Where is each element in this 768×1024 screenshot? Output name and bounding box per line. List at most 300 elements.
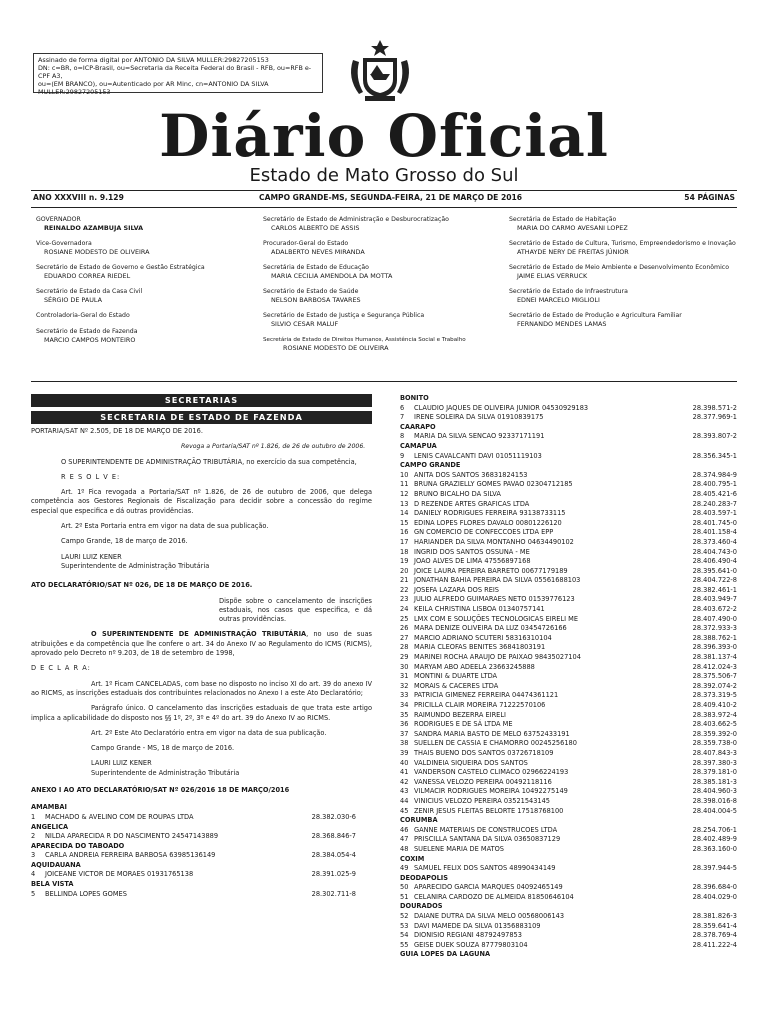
cabinet-entry <box>263 336 493 352</box>
item-number: 39 <box>400 748 409 757</box>
item-number: 31 <box>400 672 409 681</box>
cabinet-role: Secretário de Estado de Justiça e Segurança Pública <box>263 312 425 319</box>
item-number: 21 <box>400 576 409 585</box>
item-number: 53 <box>400 921 409 930</box>
item-number: 54 <box>400 931 409 940</box>
item-number: 27 <box>400 633 409 642</box>
company-name: VALDINEIA SIQUEIRA DOS SANTOS <box>414 758 528 767</box>
state-registration: 28.398.571-2 <box>692 403 737 412</box>
company-name: SUELENE MARIA DE MATOS <box>414 844 504 853</box>
list-item <box>400 672 737 682</box>
company-name: APARECIDO GARCIA MARQUES 04092465149 <box>414 883 563 892</box>
item-number: 23 <box>400 595 409 604</box>
state-registration: 28.396.393-0 <box>692 643 737 652</box>
company-name: JOAO ALVES DE LIMA 47556897168 <box>414 557 531 566</box>
city-heading: CORUMBA <box>400 816 438 825</box>
cabinet-name: MARIA CECILIA AMENDOLA DA MOTTA <box>271 272 393 280</box>
state-registration: 28.407.843-3 <box>692 748 737 757</box>
cabinet-role: Vice-Governadora <box>36 240 92 247</box>
paragraph: Art. 1º Fica revogada a Portaria/SAT nº 1.826, de 26 de outubro de 2006, que delega competência aos Gestores Regionais de Fiscalização para decidir sobre a concessão do regime especial que especifica e dá outras providências. <box>31 488 372 515</box>
list-item <box>400 519 737 529</box>
state-registration: 28.403.949-7 <box>692 595 737 604</box>
state-registration: 28.378.769-4 <box>692 931 737 940</box>
cabinet-entry <box>263 288 493 304</box>
state-registration: 28.407.490-0 <box>692 614 737 623</box>
masthead-rule-top <box>31 190 737 191</box>
signature-name: LAURI LUIZ KENER <box>61 552 122 561</box>
state-registration: 28.379.181-0 <box>692 768 737 777</box>
list-item <box>400 931 737 941</box>
list-item <box>400 739 737 749</box>
item-number: 44 <box>400 796 409 805</box>
cabinet-entry <box>509 312 737 328</box>
state-registration: 28.373.319-5 <box>692 691 737 700</box>
city-heading: AQUIDAUANA <box>31 860 81 869</box>
company-name: THAIS BUENO DOS SANTOS 03726718109 <box>414 748 554 757</box>
cabinet-name: MARCIO CAMPOS MONTEIRO <box>44 336 136 344</box>
cabinet-entry <box>263 216 493 232</box>
list-item <box>400 509 737 519</box>
item-number: 35 <box>400 710 409 719</box>
item-number: 16 <box>400 528 409 537</box>
list-item <box>400 500 737 510</box>
list-item <box>31 890 356 900</box>
state-registration: 28.404.960-3 <box>692 787 737 796</box>
state-registration: 28.381.137-4 <box>692 653 737 662</box>
section-bar-secretarias: SECRETARIAS <box>31 394 372 407</box>
list-item <box>400 711 737 721</box>
company-name: GANNE MATERIAIS DE CONSTRUCOES LTDA <box>414 825 558 834</box>
company-name: RODRIGUES E DE SÁ LTDA ME <box>414 720 513 729</box>
company-name: DANIELY RODRIGUES FERREIRA 93138733115 <box>414 509 566 518</box>
list-item <box>400 749 737 759</box>
list-item <box>400 922 737 932</box>
cabinet-role: Secretário de Estado de Produção e Agricultura Familiar <box>509 312 682 319</box>
list-item <box>400 701 737 711</box>
company-name: DIONISIO REGIANI 48792497853 <box>414 931 522 940</box>
cabinet-role: Secretário de Estado da Casa Civil <box>36 288 143 295</box>
paragraph <box>31 630 372 658</box>
company-name: JOICE LAURA PEREIRA BARRETO 00677179189 <box>414 566 568 575</box>
list-item <box>400 528 737 538</box>
cabinet-name: REINALDO AZAMBUJA SILVA <box>44 224 144 232</box>
cabinet-entry <box>36 288 250 304</box>
resolve-heading: R E S O L V E: <box>61 472 121 481</box>
digital-signature-stamp <box>33 53 323 96</box>
list-item <box>400 941 737 951</box>
state-registration: 28.377.969-1 <box>692 413 737 422</box>
list-item <box>400 835 737 845</box>
cabinet-column-2 <box>263 216 493 360</box>
list-item <box>400 797 737 807</box>
state-registration: 28.381.826-3 <box>692 912 737 921</box>
company-name: SANDRA MARIA BASTO DE MELO 63752433191 <box>414 729 570 738</box>
list-item <box>31 851 356 861</box>
state-registration: 28.402.489-9 <box>692 835 737 844</box>
state-registration: 28.382.030-6 <box>311 812 356 821</box>
cabinet-role: Secretária de Estado de Educação <box>263 264 369 271</box>
paragraph: Art. 2º Esta Portaria entra em vigor na data de sua publicação. <box>61 522 269 531</box>
state-registration: 28.359.392-0 <box>692 729 737 738</box>
list-item <box>400 787 737 797</box>
cabinet-entry <box>263 240 493 256</box>
state-registration: 28.302.711-8 <box>311 889 356 898</box>
company-name: MARIA DA SILVA SENCAO 92337171191 <box>414 432 545 441</box>
signature-role: Superintendente de Administração Tributária <box>61 561 210 570</box>
cabinet-name: ATHAYDE NERY DE FREITAS JÚNIOR <box>517 248 629 256</box>
company-name: VANESSA VELOZO PEREIRA 00492118116 <box>414 777 552 786</box>
company-name: HARIANDER DA SILVA MONTANHO 04634490102 <box>414 537 574 546</box>
list-item <box>400 538 737 548</box>
stamp-line: Assinado de forma digital por ANTONIO DA SILVA MULLER:29827205153 <box>38 56 269 64</box>
state-registration: 28.397.380-3 <box>692 758 737 767</box>
city-heading: COXIM <box>400 854 425 863</box>
cabinet-entry <box>36 216 250 232</box>
list-item <box>400 432 737 442</box>
state-registration: 28.384.054-4 <box>311 851 356 860</box>
item-number: 26 <box>400 624 409 633</box>
state-registration: 28.401.745-0 <box>692 518 737 527</box>
state-registration: 28.412.024-3 <box>692 662 737 671</box>
list-item <box>400 864 737 874</box>
list-item <box>400 567 737 577</box>
item-number: 15 <box>400 518 409 527</box>
state-registration: 28.393.807-2 <box>692 432 737 441</box>
list-item <box>400 480 737 490</box>
list-item <box>400 845 737 855</box>
list-item <box>400 413 737 423</box>
list-item <box>400 778 737 788</box>
cabinet-name: SÉRGIO DE PAULA <box>44 296 102 304</box>
item-number: 45 <box>400 806 409 815</box>
state-registration: 28.375.506-7 <box>692 672 737 681</box>
company-name: IRENE SOLEIRA DA SILVA 01910839175 <box>414 413 544 422</box>
cabinet-column-3 <box>509 216 737 336</box>
company-name: VANDERSON CASTELO CLIMACO 02966224193 <box>414 768 569 777</box>
city-heading: AMAMBAI <box>31 803 67 812</box>
company-name: DAIANE DUTRA DA SILVA MELO 00568006143 <box>414 912 565 921</box>
company-name: MARINEI ROCHA ARAUJO DE PAIXAO 98435027104 <box>414 653 581 662</box>
stamp-line: MULLER:29827205153 <box>38 88 111 96</box>
cabinet-role: Secretário de Estado de Governo e Gestão Estratégica <box>36 264 205 271</box>
state-coat-of-arms-icon <box>345 38 415 104</box>
ato-ementa: Dispõe sobre o cancelamento de inscrições estaduais, nos casos que especifica, e dá outras providências. <box>219 596 372 624</box>
state-registration: 28.356.345-1 <box>692 451 737 460</box>
cabinet-name: ROSIANE MODESTO DE OLIVEIRA <box>283 344 389 352</box>
company-name: KEILA CHRISTINA LISBOA 01340757141 <box>414 605 545 614</box>
company-name: MORAIS & CACERES LTDA <box>414 681 499 690</box>
item-number: 9 <box>400 451 405 460</box>
city-heading: ANGELICA <box>31 822 69 831</box>
right-company-list <box>400 394 737 960</box>
state-registration: 28.368.846-7 <box>311 832 356 841</box>
paragraph: Campo Grande - MS, 18 de março de 2016. <box>91 744 235 753</box>
item-number: 51 <box>400 892 409 901</box>
list-item <box>400 883 737 893</box>
paragraph: Art. 2º Este Ato Declaratório entra em vigor na data de sua publicação. <box>91 728 327 737</box>
cabinet-entry <box>263 312 493 328</box>
item-number: 4 <box>31 870 36 879</box>
state-registration: 28.383.972-4 <box>692 710 737 719</box>
item-number: 10 <box>400 470 409 479</box>
cabinet-name: ADALBERTO NEVES MIRANDA <box>271 248 365 256</box>
item-number: 38 <box>400 739 409 748</box>
state-registration: 28.372.933-3 <box>692 624 737 633</box>
cabinet-entry <box>36 264 250 280</box>
list-item <box>400 807 737 817</box>
company-name: ANITA DOS SANTOS 36831824153 <box>414 470 528 479</box>
item-number: 43 <box>400 787 409 796</box>
item-number: 14 <box>400 509 409 518</box>
city-heading: DOURADOS <box>400 902 443 911</box>
left-column <box>31 394 372 899</box>
item-number: 52 <box>400 912 409 921</box>
newspaper-subtitle: Estado de Mato Grosso do Sul <box>249 165 519 186</box>
company-name: LMX COM E SOLUÇÕES TECNOLOGICAS EIRELI ME <box>414 614 579 623</box>
item-number: 41 <box>400 768 409 777</box>
paragraph-bold-lead: O SUPERINTENDENTE DE ADMINISTRAÇÃO TRIBUTÁRIA <box>91 630 307 639</box>
list-item <box>400 768 737 778</box>
cabinet-role: Secretária de Estado de Direitos Humanos, Assistência Social e Trabalho <box>263 337 466 343</box>
state-registration: 28.403.597-1 <box>692 509 737 518</box>
signature-role: Superintendente de Administração Tributária <box>91 768 240 777</box>
cabinet-role: Secretário de Estado de Meio Ambiente e Desenvolvimento Econômico <box>509 264 729 271</box>
company-name: SUELLEN DE CASSIA E CHAMORRO 00245256180 <box>414 739 577 748</box>
item-number: 11 <box>400 480 409 489</box>
city-heading: CAARAPO <box>400 422 436 431</box>
company-name: CLAUDIO JAQUES DE OLIVEIRA JUNIOR 04530929183 <box>414 403 589 412</box>
paragraph: Parágrafo único. O cancelamento das inscrições estaduais de que trata este artigo implica a aplicabilidade do disposto nos §§ 1º, 2º, 3º e 4º do art. 39 do Anexo IV ao RICMS. <box>31 704 372 722</box>
state-registration: 28.398.016-8 <box>692 796 737 805</box>
list-item <box>400 826 737 836</box>
company-name: JULIO ALFREDO GUIMARAES NETO 01539776123 <box>414 595 575 604</box>
masthead-rule-bottom <box>31 207 737 208</box>
list-item <box>400 576 737 586</box>
list-item <box>400 605 737 615</box>
paragraph: Art. 1º Ficam CANCELADAS, com base no disposto no inciso XI do art. 39 do anexo IV ao RICMS, as inscrições estaduais dos contribuintes relacionados no Anexo I a este Ato Declaratório; <box>31 679 372 697</box>
state-registration: 28.404.029-0 <box>692 892 737 901</box>
issue-line <box>31 193 737 205</box>
city-heading: CAMAPUA <box>400 441 437 450</box>
state-registration: 28.388.762-1 <box>692 633 737 642</box>
item-number: 48 <box>400 844 409 853</box>
company-name: JONATHAN BAHIA PEREIRA DA SILVA 05561688103 <box>414 576 581 585</box>
company-name: BRUNO BICALHO DA SILVA <box>414 489 501 498</box>
item-number: 42 <box>400 777 409 786</box>
state-registration: 28.400.795-1 <box>692 480 737 489</box>
item-number: 22 <box>400 585 409 594</box>
cabinet-entry <box>36 328 250 344</box>
left-company-list <box>31 803 356 899</box>
cabinet-role: Secretário de Estado de Saúde <box>263 288 359 295</box>
state-registration: 28.385.181-3 <box>692 777 737 786</box>
cabinet-role: Secretário de Estado de Fazenda <box>36 328 138 335</box>
list-item <box>400 595 737 605</box>
item-number: 25 <box>400 614 409 623</box>
company-name: JOSEFA LAZARA DOS REIS <box>414 585 499 594</box>
state-registration: 28.395.641-0 <box>692 566 737 575</box>
company-name: MARCIO ADRIANO SCUTERI 58316310104 <box>414 633 552 642</box>
annex-title: ANEXO I AO ATO DECLARATÓRIO/SAT Nº 026/2016 18 DE MARÇO/2016 <box>31 786 290 795</box>
item-number: 28 <box>400 643 409 652</box>
company-name: EDINA LOPES FLORES DAVALO 00801226120 <box>414 518 562 527</box>
company-name: SAMUEL FELIX DOS SANTOS 48990434149 <box>414 864 556 873</box>
cabinet-entry <box>509 216 737 232</box>
city-heading: BELA VISTA <box>31 880 74 889</box>
company-name: MACHADO & AVELINO COM DE ROUPAS LTDA <box>45 812 194 821</box>
cabinet-name: MARIA DO CARMO AVESANI LOPEZ <box>517 224 628 232</box>
list-item <box>400 490 737 500</box>
state-registration: 28.391.025-9 <box>311 870 356 879</box>
list-item <box>400 624 737 634</box>
list-item <box>400 663 737 673</box>
state-registration: 28.396.684-0 <box>692 883 737 892</box>
cabinet-entry <box>36 240 250 256</box>
state-registration: 28.411.222-4 <box>692 940 737 949</box>
company-name: LENIS CAVALCANTI DAVI 01051119103 <box>414 451 542 460</box>
list-item <box>400 548 737 558</box>
list-item <box>400 586 737 596</box>
cabinet-name: ROSIANE MODESTO DE OLIVEIRA <box>44 248 150 256</box>
company-name: MARA DENIZE OLIVEIRA DA LUZ 03454726166 <box>414 624 567 633</box>
state-registration: 28.404.743-0 <box>692 547 737 556</box>
item-number: 12 <box>400 489 409 498</box>
state-registration: 28.373.460-4 <box>692 537 737 546</box>
state-registration: 28.409.410-2 <box>692 701 737 709</box>
list-item <box>31 832 356 842</box>
item-number: 3 <box>31 851 36 860</box>
list-item <box>400 730 737 740</box>
cabinet-role: GOVERNADOR <box>36 216 81 223</box>
cabinet-entry <box>263 264 493 280</box>
item-number: 17 <box>400 537 409 546</box>
item-number: 30 <box>400 662 409 671</box>
cabinet-entry <box>509 264 737 280</box>
state-registration: 28.240.283-7 <box>692 499 737 508</box>
cabinet-name: EDUARDO CORREA RIEDEL <box>44 272 131 280</box>
stamp-line: ou=(EM BRANCO), ou=Autenticado por AR Minc, cn=ANTONIO DA SILVA <box>38 80 269 88</box>
company-name: MARIA CLEOFAS BENITES 36841803191 <box>414 643 546 652</box>
cabinet-role: Procurador-Geral do Estado <box>263 240 349 247</box>
state-registration: 28.401.158-4 <box>692 528 737 537</box>
city-heading: GUIA LOPES DA LAGUNA <box>400 950 491 959</box>
cabinet-name: EDNEI MARCELO MIGLIOLI <box>517 296 600 304</box>
list-item <box>400 471 737 481</box>
item-number: 7 <box>400 413 405 422</box>
item-number: 18 <box>400 547 409 556</box>
state-registration: 28.403.662-5 <box>692 720 737 729</box>
item-number: 50 <box>400 883 409 892</box>
item-number: 36 <box>400 720 409 729</box>
portaria-ementa: Revoga a Portaria/SAT nº 1.826, de 26 de outubro de 2006. <box>181 443 366 451</box>
declara-heading: D E C L A R A: <box>31 664 91 673</box>
item-number: 6 <box>400 403 405 412</box>
state-registration: 28.382.461-1 <box>692 585 737 594</box>
state-registration: 28.254.706-1 <box>692 825 737 834</box>
company-name: CELANIRA CARDOZO DE ALMEIDA 81850646104 <box>414 892 574 901</box>
item-number: 40 <box>400 758 409 767</box>
portaria-title: PORTARIA/SAT Nº 2.505, DE 18 DE MARÇO DE 2016. <box>31 427 203 435</box>
item-number: 13 <box>400 499 409 508</box>
state-registration: 28.359.738-0 <box>692 739 737 748</box>
item-number: 5 <box>31 889 36 898</box>
item-number: 20 <box>400 566 409 575</box>
company-name: PATRICIA GIMENEZ FERREIRA 04474361121 <box>414 691 559 700</box>
item-number: 24 <box>400 605 409 614</box>
list-item <box>31 870 356 880</box>
issue-number: ANO XXXVIII n. 9.129 <box>33 193 124 202</box>
section-bar-sefaz: SECRETARIA DE ESTADO DE FAZENDA <box>31 411 372 424</box>
company-name: GEISE DUEK SOUZA 87779803104 <box>414 940 528 949</box>
company-name: RAIMUNDO BEZERRA EIRELI <box>414 710 506 719</box>
paragraph-rest: , no uso de suas atribuições e da competência que lhe confere o art. 34 do Anexo IV ao Regulamento do ICMS (RICMS), aprovado pelo Decreto nº 9.203, de 18 de setembro de 1998, <box>31 630 372 658</box>
cabinet-name: JAIME ELIAS VERRUCK <box>517 272 588 280</box>
company-name: JOICEANE VICTOR DE MORAES 01931765138 <box>45 870 194 879</box>
state-registration: 28.405.421-6 <box>692 489 737 498</box>
cabinet-role: Secretária de Estado de Habitação <box>509 216 617 223</box>
list-item <box>400 643 737 653</box>
cabinet-name: NELSON BARBOSA TAVARES <box>271 296 361 304</box>
list-item <box>400 893 737 903</box>
company-name: GN COMERCIO DE CONFECCOES LTDA EPP <box>414 528 554 537</box>
item-number: 55 <box>400 940 409 949</box>
company-name: VILMACIR RODRIGUES MOREIRA 10492275149 <box>414 787 568 796</box>
cabinet-role: Secretário de Estado de Infraestrutura <box>509 288 628 295</box>
company-name: PRICILLA CLAIR MOREIRA 71222570106 <box>414 701 546 709</box>
list-item <box>400 720 737 730</box>
state-registration: 28.363.160-0 <box>692 844 737 853</box>
item-number: 1 <box>31 812 36 821</box>
item-number: 47 <box>400 835 409 844</box>
list-item <box>400 634 737 644</box>
state-registration: 28.403.672-2 <box>692 605 737 614</box>
list-item <box>400 653 737 663</box>
company-name: DAVI MAMEDE DA SILVA 01356883109 <box>414 921 541 930</box>
item-number: 8 <box>400 432 405 441</box>
newspaper-title: Diário Oficial <box>159 102 609 170</box>
city-heading: CAMPO GRANDE <box>400 461 461 470</box>
company-name: VINICIUS VELOZO PEREIRA 03521543145 <box>414 796 550 805</box>
item-number: 46 <box>400 825 409 834</box>
list-item <box>400 691 737 701</box>
company-name: ZENIR JESUS FLEITAS BELORTE 17518768100 <box>414 806 564 815</box>
cabinet-entry <box>509 288 737 304</box>
cabinet-role: Secretário de Estado de Cultura, Turismo, Empreendedorismo e Inovação <box>509 240 736 247</box>
cabinet-column-1 <box>36 216 250 352</box>
company-name: CARLA ANDREIA FERREIRA BARBOSA 63985136149 <box>45 851 216 860</box>
cabinet-entry <box>509 240 737 256</box>
company-name: NILDA APARECIDA R DO NASCIMENTO 24547143889 <box>45 832 219 841</box>
signature-name: LAURI LUIZ KENER <box>91 759 152 768</box>
cabinet-entry <box>36 312 250 320</box>
company-name: MONTINI & DUARTE LTDA <box>414 672 498 681</box>
company-name: BELLINDA LOPES GOMES <box>45 889 127 898</box>
stamp-line: DN: c=BR, o=ICP-Brasil, ou=Secretaria da Receita Federal do Brasil - RFB, ou=RFB e-CPF A3, <box>38 64 312 80</box>
city-heading: BONITO <box>400 394 429 402</box>
cabinet-role: Controladoria-Geral do Estado <box>36 312 130 319</box>
issue-pages: 54 PÁGINAS <box>684 193 735 202</box>
paragraph: Campo Grande, 18 de março de 2016. <box>61 537 188 546</box>
item-number: 34 <box>400 701 409 709</box>
list-item <box>400 759 737 769</box>
state-registration: 28.359.641-4 <box>692 921 737 930</box>
item-number: 32 <box>400 681 409 690</box>
company-name: INGRID DOS SANTOS OSSUNA - ME <box>414 547 530 556</box>
cabinet-separator <box>31 381 737 382</box>
city-heading: DEODAPOLIS <box>400 873 449 882</box>
state-registration: 28.404.722-8 <box>692 576 737 585</box>
cabinet-name: FERNANDO MENDES LAMAS <box>517 320 607 328</box>
